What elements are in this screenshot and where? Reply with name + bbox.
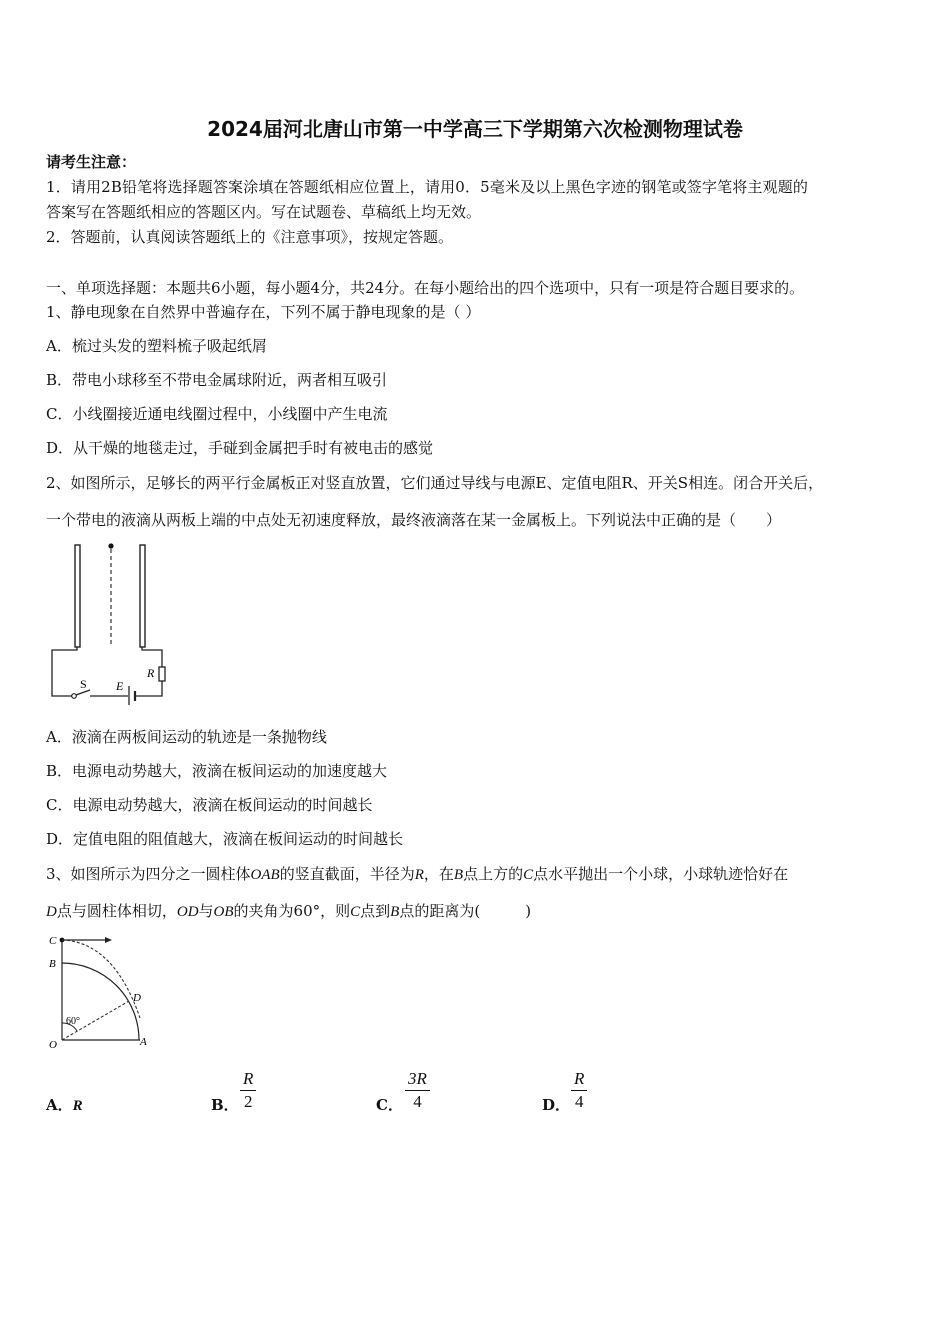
wire-right-top xyxy=(142,647,162,667)
q3-option-b-fraction: R 2 xyxy=(240,1069,256,1112)
wire-left xyxy=(52,647,77,696)
q1-option-a: A．梳过头发的塑料梳子吸起纸屑 xyxy=(46,337,267,355)
q2-option-c: C．电源电动势越大，液滴在板间运动的时间越长 xyxy=(46,796,373,814)
notice-line-1a: 1．请用2B铅笔将选择题答案涂填在答题纸相应位置上，请用0．5毫米及以上黑色字迹的钢笔或签字笔将主观题的 xyxy=(46,178,809,196)
q1-option-b: B．带电小球移至不带电金属球附近，两者相互吸引 xyxy=(46,371,388,389)
q2-option-b: B．电源电动势越大，液滴在板间运动的加速度越大 xyxy=(46,762,388,780)
angle-label: 60° xyxy=(66,1016,80,1027)
label-c: C xyxy=(49,935,57,947)
notice-line-1b: 答案写在答题纸相应的答题区内。写在试题卷、草稿纸上均无效。 xyxy=(46,203,482,221)
q3-option-b-label: B． xyxy=(211,1096,239,1114)
section-heading: 一、单项选择题：本题共6小题，每小题4分，共24分。在每小题给出的四个选项中，只有一项是符合题目要求的。 xyxy=(46,279,805,297)
label-b: B xyxy=(49,958,56,970)
notice-line-2: 2．答题前，认真阅读答题纸上的《注意事项》，按规定答题。 xyxy=(46,228,454,246)
q3-option-d-label: D． xyxy=(542,1096,571,1114)
trajectory xyxy=(62,940,140,1018)
source-label: E xyxy=(116,679,124,693)
q3-stem-line-2: D点与圆柱体相切，OD与OB的夹角为60°，则C点到B点的距离为( ) xyxy=(46,902,532,920)
q1-option-d: D．从干燥的地毯走过，手碰到金属把手时有被电击的感觉 xyxy=(46,439,434,457)
q2-option-d: D．定值电阻的阻值越大，液滴在板间运动的时间越长 xyxy=(46,830,404,848)
q1-option-c: C．小线圈接近通电线圈过程中，小线圈中产生电流 xyxy=(46,405,388,423)
q2-option-a: A．液滴在两板间运动的轨迹是一条抛物线 xyxy=(46,728,327,746)
resistor xyxy=(159,667,165,681)
q3-option-c-label: C． xyxy=(376,1096,403,1114)
q2-stem-line-2: 一个带电的液滴从两板上端的中点处无初速度释放，最终液滴落在某一金属板上。下列说法中正确的是（ ） xyxy=(46,511,782,529)
q3-stem-line-1: 3、如图所示为四分之一圆柱体OAB的竖直截面，半径为R，在B点上方的C点水平抛出一个小球，小球轨迹恰好在 xyxy=(46,865,789,883)
q3-geometry-figure xyxy=(44,928,159,1053)
resistor-label: R xyxy=(147,666,155,680)
page-title: 2024届河北唐山市第一中学高三下学期第六次检测物理试卷 xyxy=(207,117,743,141)
label-d: D xyxy=(133,992,141,1004)
q3-option-c-fraction: 3R 4 xyxy=(405,1069,430,1112)
label-o: O xyxy=(49,1039,57,1051)
q3-option-a: A．R xyxy=(46,1096,83,1114)
right-plate xyxy=(140,545,145,647)
notice-heading: 请考生注意： xyxy=(46,153,137,171)
q2-circuit-figure xyxy=(44,540,184,705)
velocity-arrowhead xyxy=(105,937,112,943)
droplet xyxy=(108,543,113,548)
q3-option-d-fraction: R 4 xyxy=(571,1069,587,1112)
wire-right-bottom xyxy=(136,681,162,696)
label-a: A xyxy=(140,1036,147,1048)
switch-contact xyxy=(72,694,77,699)
q1-stem: 1、静电现象在自然界中普遍存在，下列不属于静电现象的是（ ） xyxy=(46,303,481,321)
left-plate xyxy=(75,545,80,647)
q2-stem-line-1: 2、如图所示，足够长的两平行金属板正对竖直放置，它们通过导线与电源E、定值电阻R、开关S相连。闭合开关后， xyxy=(46,474,824,492)
switch-label: S xyxy=(80,677,87,691)
